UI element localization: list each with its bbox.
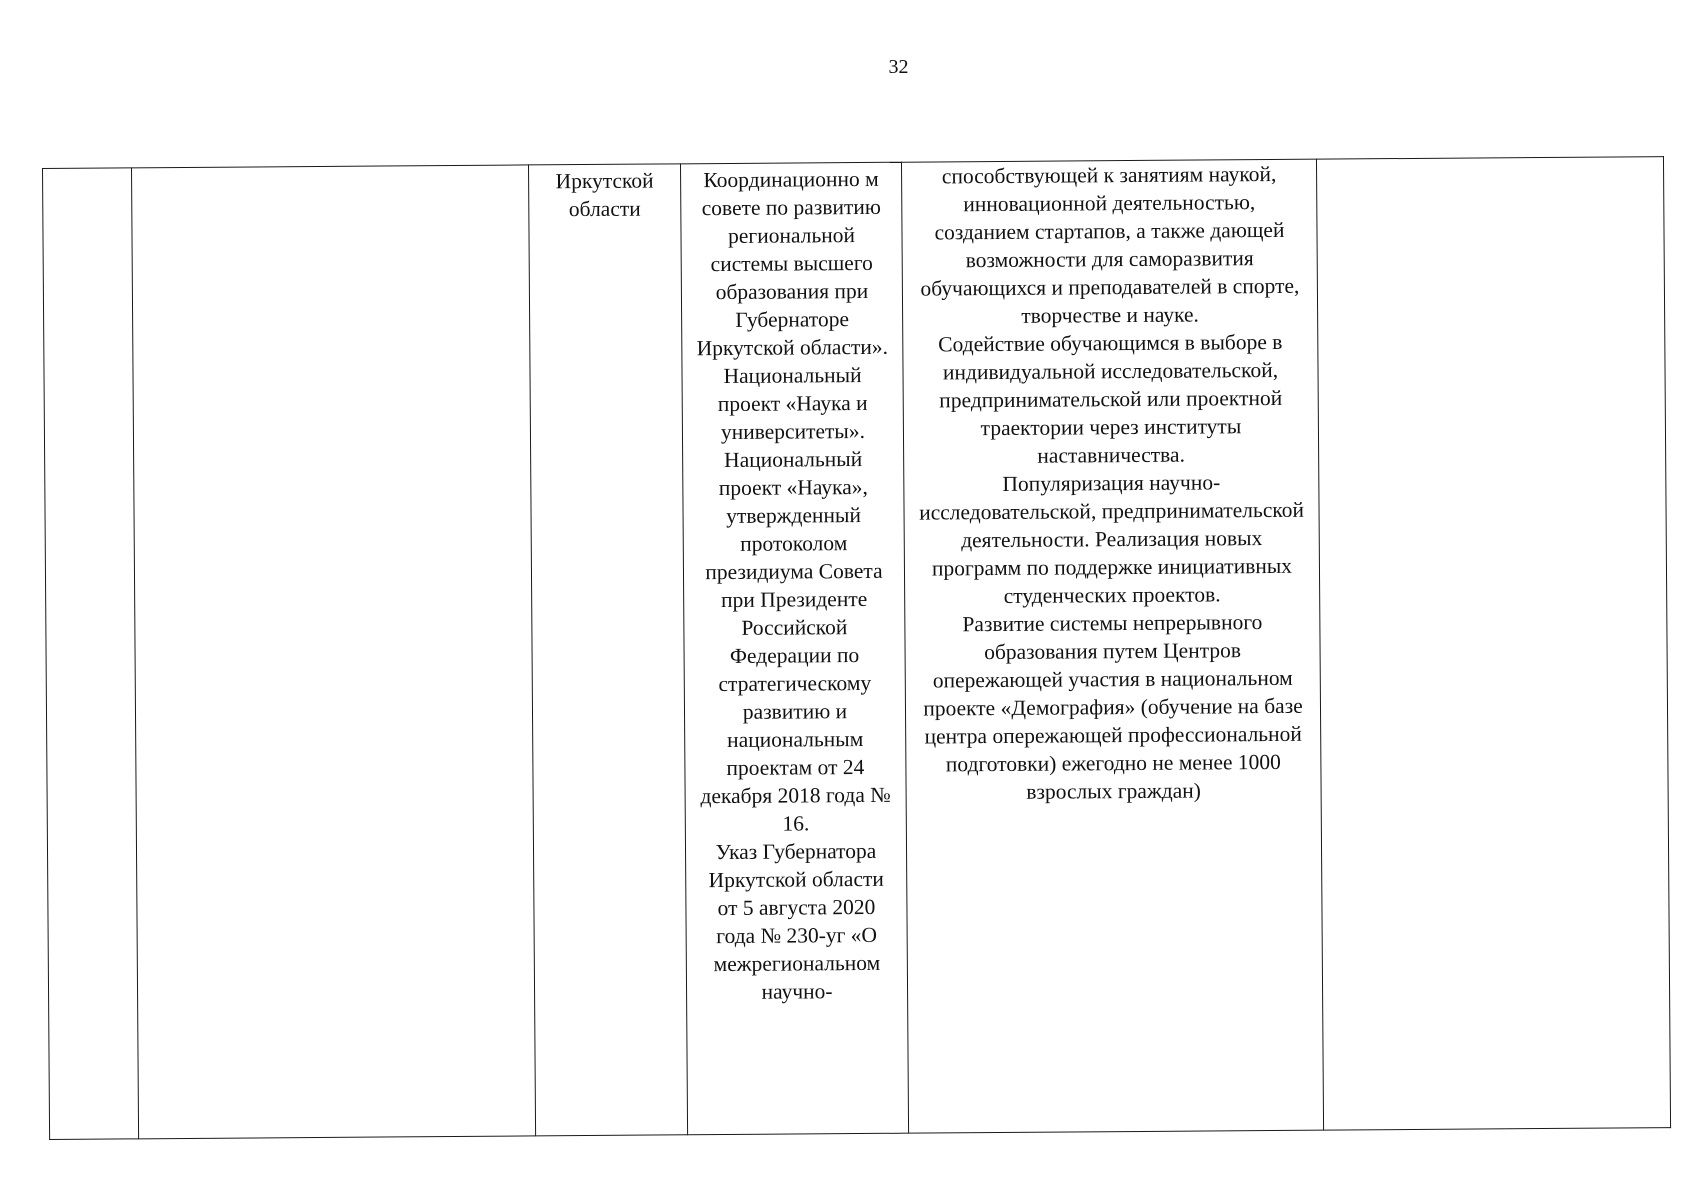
table-cell-col2 — [132, 165, 536, 1139]
legal-basis-paragraph: Указ Губернатора Иркутской области от 5 августа 2020 года № 230-уг «О межрегиональном научно- — [708, 838, 884, 1004]
table-row — [43, 157, 1671, 1140]
page-number: 32 — [888, 56, 909, 78]
table-cell-measures — [901, 159, 1323, 1133]
table-cell-col6 — [1316, 157, 1670, 1131]
table-wrapper — [42, 156, 1646, 1140]
legal-basis-paragraph: Национальный проект «Наука», утвержденный протоколом президиума Совета при Президенте Российской Федерации по стратегическому развитию и национальным проектам от 24 декабря 2018 года № 16. — [700, 446, 891, 836]
table-cell-region — [528, 164, 687, 1136]
legal-basis-paragraph: Национальный проект «Наука и университеты». — [717, 362, 868, 445]
measures-paragraph: Развитие системы непрерывного образования путем Центров опережающей участия в национальном проекте «Демография» (обучение на базе центра опережающей профессиональной подготовки) ежегодно не менее 1000 взрослых граждан) — [923, 610, 1303, 804]
measures-paragraph: Содействие обучающимся в выборе в индивидуальной исследовательской, предпринимательской или проектной траектории через институты наставничества. — [938, 329, 1283, 468]
table-cell-legal-basis — [680, 162, 908, 1135]
table-cell-col1 — [43, 168, 139, 1140]
measures-paragraph: способствующей к занятиям наукой, инновационной деятельностью, созданием стартапов, а также дающей возможности для саморазвития обучающихся и преподавателей в спорте, творчестве и науке. — [920, 161, 1300, 328]
region-text: Иркутской области — [555, 168, 654, 222]
measures-paragraph: Популяризация научно-исследовательской, предпринимательской деятельности. Реализация новых программ по поддержке инициативных студенческих проектов. — [919, 470, 1305, 608]
document-table — [42, 156, 1671, 1140]
legal-basis-paragraph: Координационно м совете по развитию региональной системы высшего образования при Губернаторе Иркутской области». — [696, 166, 889, 361]
